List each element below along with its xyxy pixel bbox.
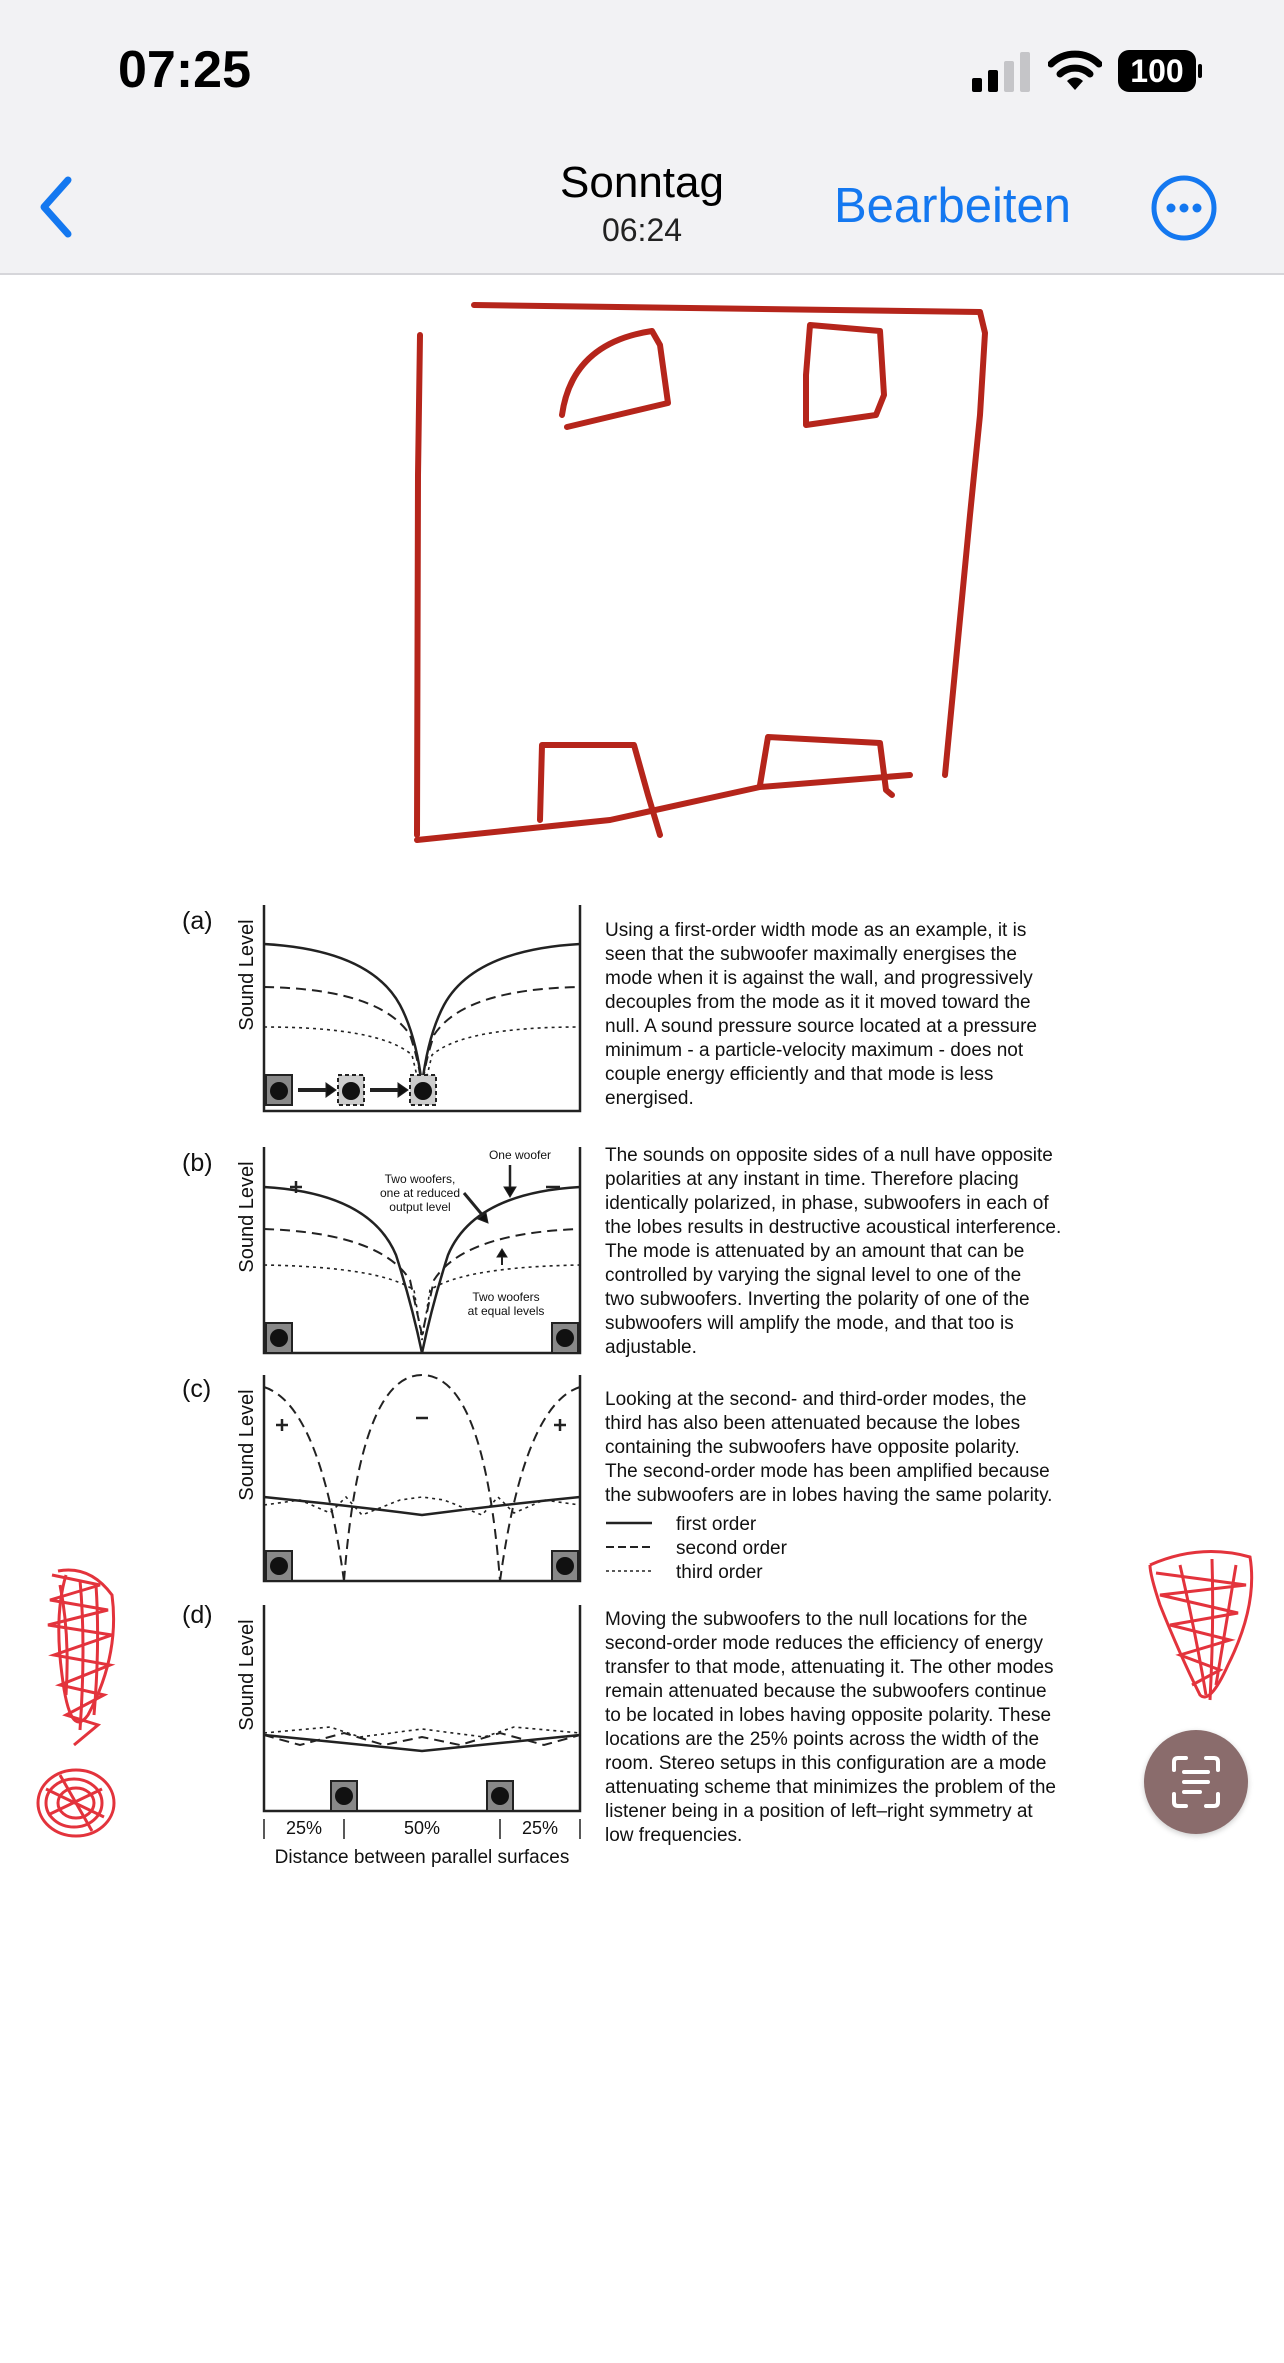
battery-icon (1118, 50, 1196, 92)
para-d-line: attenuating scheme that minimizes the problem of the (605, 1777, 1056, 1798)
nav-bar (0, 140, 1284, 275)
para-a-line: mode when it is against the wall, and progressively (605, 968, 1033, 989)
para-c-line: containing the subwoofers have opposite polarity. (605, 1437, 1020, 1458)
para-a-line: couple energy efficiently and that mode is less (605, 1064, 994, 1085)
red-scribble-left-top (48, 1570, 114, 1745)
annotation-two-reduced-3: output level (389, 1200, 451, 1214)
para-c-line: The second-order mode has been amplified because (605, 1461, 1050, 1482)
paragraph-a (605, 920, 1037, 1109)
ylabel-a: Sound Level (236, 919, 258, 1031)
note-canvas (0, 275, 1284, 2363)
annotation-two-reduced-2: one at reduced (379, 1186, 461, 1200)
status-time: 07:25 (118, 41, 251, 99)
ylabel-d: Sound Level (236, 1619, 258, 1731)
xlabel: Distance between parallel surfaces (274, 1847, 570, 1868)
para-b-line: two subwoofers. Inverting the polarity of one of the (605, 1289, 1030, 1310)
para-b-line: adjustable. (605, 1337, 697, 1358)
panel-label-c: (c) (182, 1375, 212, 1403)
ylabel-b: Sound Level (236, 1161, 258, 1273)
para-a-line: seen that the subwoofer maximally energises the (605, 944, 1017, 965)
battery-level: 100 (1130, 53, 1184, 89)
hand-drawn-room-sketch (417, 305, 985, 840)
para-c-line: the subwoofers are in lobes having the same polarity. (605, 1485, 1053, 1506)
para-d-line: to be located in lobes having opposite polarity. These (605, 1705, 1052, 1726)
paragraph-b (605, 1145, 1061, 1358)
annotation-two-equal-1: Two woofers (472, 1290, 540, 1304)
tick-label-center: 50% (403, 1818, 441, 1838)
para-b-line: controlled by varying the signal level to one of the (605, 1265, 1022, 1286)
nav-subtitle: 06:24 (601, 212, 683, 248)
panel-a-plot (264, 905, 580, 1111)
paragraph-c (605, 1389, 1052, 1506)
signal-icon (972, 52, 1036, 92)
paragraph-d (605, 1609, 1056, 1846)
ylabel-c: Sound Level (236, 1389, 258, 1501)
tick-label-right: 25% (521, 1818, 559, 1838)
note-content (0, 275, 1284, 2363)
nav-title: Sonntag (560, 158, 724, 207)
para-a-line: decouples from the mode as it it moved toward the (605, 992, 1031, 1013)
legend (606, 1523, 652, 1571)
para-d-line: low frequencies. (605, 1825, 743, 1846)
para-d-line: second-order mode reduces the efficiency of energy (605, 1633, 1043, 1654)
para-d-line: locations are the 25% points across the width of the (605, 1729, 1040, 1750)
para-a-line: Using a first-order width mode as an example, it is (605, 920, 1027, 941)
para-d-line: remain attenuated because the subwoofers continue (605, 1681, 1047, 1702)
ellipsis-circle-icon[interactable] (1150, 174, 1218, 242)
para-d-line: Moving the subwoofers to the null locations for the (605, 1609, 1028, 1630)
red-scribble-right (1150, 1552, 1252, 1700)
figure (182, 905, 1061, 1868)
para-d-line: room. Stereo setups in this configuration are a mode (605, 1753, 1047, 1774)
legend-third-order: third order (676, 1562, 763, 1583)
red-scribble-left-bottom (38, 1770, 114, 1836)
panel-label-b: (b) (182, 1149, 213, 1177)
para-d-line: transfer to that mode, attenuating it. The other modes (605, 1657, 1054, 1678)
panel-label-d: (d) (182, 1601, 213, 1629)
annotation-one-woofer: One woofer (488, 1148, 552, 1162)
para-c-line: third has also been attenuated because the lobes (605, 1413, 1021, 1434)
para-c-line: Looking at the second- and third-order modes, the (605, 1389, 1027, 1410)
live-text-icon (1144, 1730, 1248, 1834)
panel-c-plot (264, 1375, 580, 1581)
edit-button[interactable]: Bearbeiten (834, 179, 1072, 233)
para-d-line: listener being in a position of left–right symmetry at (605, 1801, 1033, 1822)
panel-label-a: (a) (182, 907, 213, 935)
para-b-line: The mode is attenuated by an amount that can be (605, 1241, 1025, 1262)
para-a-line: minimum - a particle-velocity maximum - does not (605, 1040, 1024, 1061)
panel-d-plot (264, 1605, 580, 1839)
para-b-line: subwoofers will amplify the mode, and that too is (605, 1313, 1014, 1334)
status-bar (0, 0, 1284, 140)
para-b-line: the lobes results in destructive acoustical interference. (605, 1217, 1062, 1238)
para-b-line: The sounds on opposite sides of a null have opposite (605, 1145, 1053, 1166)
live-text-button[interactable] (1144, 1730, 1248, 1834)
para-a-line: energised. (605, 1088, 694, 1109)
annotation-two-reduced-1: Two woofers, (384, 1172, 456, 1186)
para-b-line: polarities at any instant in time. Therefore placing (605, 1169, 1019, 1190)
wifi-icon (1048, 50, 1102, 92)
para-a-line: null. A sound pressure source located at a pressure (605, 1016, 1037, 1037)
legend-first-order: first order (676, 1514, 757, 1535)
para-b-line: identically polarized, in phase, subwoofers in each of (605, 1193, 1049, 1214)
annotation-two-equal-2: at equal levels (467, 1304, 545, 1318)
tick-label-left: 25% (285, 1818, 323, 1838)
legend-second-order: second order (676, 1538, 787, 1559)
